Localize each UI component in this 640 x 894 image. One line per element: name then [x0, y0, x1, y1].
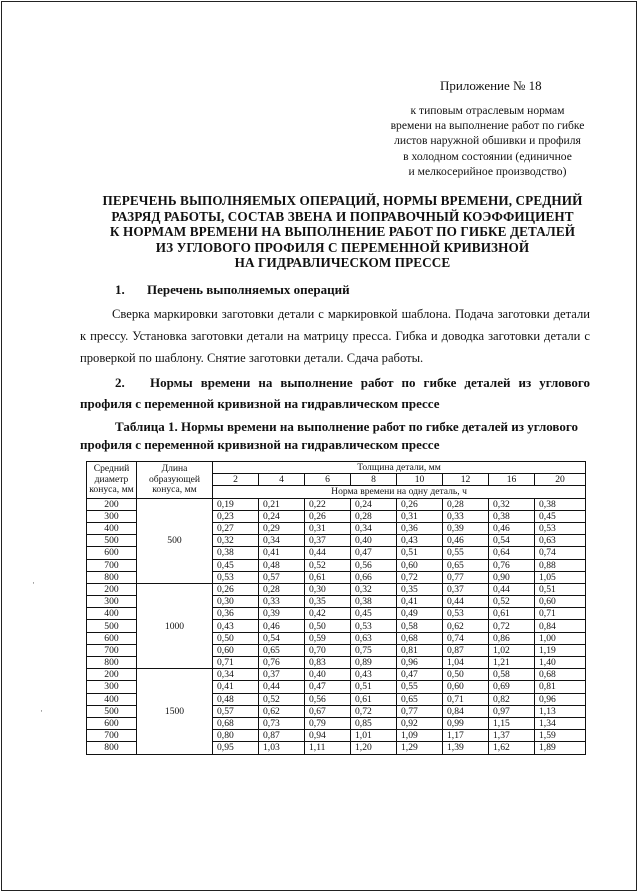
norm-value-cell: 0,83	[305, 657, 351, 669]
norm-value-cell: 0,34	[213, 669, 259, 681]
section-2-title: Нормы времени на выполнение работ по гибке деталей из углового профиля с переменной кривизной на гидравлическом прессе	[80, 375, 590, 411]
norm-value-cell: 0,51	[535, 583, 586, 595]
norm-value-cell: 0,71	[535, 608, 586, 620]
table-row	[87, 583, 586, 595]
norm-value-cell: 0,95	[213, 742, 259, 754]
norm-value-cell: 0,77	[397, 705, 443, 717]
norm-value-cell: 0,60	[443, 681, 489, 693]
norm-value-cell: 0,43	[397, 535, 443, 547]
norm-value-cell: 0,30	[213, 596, 259, 608]
diameter-cell: 500	[87, 705, 137, 717]
norm-value-cell: 0,47	[351, 547, 397, 559]
norm-value-cell: 0,53	[213, 571, 259, 583]
norm-value-cell: 0,36	[397, 522, 443, 534]
norm-value-cell: 0,41	[259, 547, 305, 559]
norm-value-cell: 1,34	[535, 717, 586, 729]
thickness-cell: 6	[305, 474, 351, 486]
norm-value-cell: 0,40	[351, 535, 397, 547]
diameter-cell: 700	[87, 730, 137, 742]
section-1-heading	[115, 281, 350, 299]
norm-value-cell: 0,21	[259, 498, 305, 510]
norm-value-cell: 1,11	[305, 742, 351, 754]
norm-value-cell: 0,86	[489, 632, 535, 644]
table-row	[87, 669, 586, 681]
norm-value-cell: 0,35	[305, 596, 351, 608]
norm-value-cell: 1,15	[489, 717, 535, 729]
header-norm: Норма времени на одну деталь, ч	[213, 486, 586, 498]
norm-value-cell: 0,81	[397, 644, 443, 656]
norm-value-cell: 0,73	[259, 717, 305, 729]
norm-value-cell: 0,37	[259, 669, 305, 681]
norm-value-cell: 0,42	[305, 608, 351, 620]
norm-value-cell: 0,88	[535, 559, 586, 571]
norm-value-cell: 0,60	[397, 559, 443, 571]
norm-value-cell: 0,84	[535, 620, 586, 632]
norm-value-cell: 0,97	[489, 705, 535, 717]
norm-value-cell: 0,82	[489, 693, 535, 705]
norm-value-cell: 0,43	[213, 620, 259, 632]
norm-value-cell: 0,59	[305, 632, 351, 644]
norm-value-cell: 0,60	[213, 644, 259, 656]
diameter-cell: 400	[87, 608, 137, 620]
norm-value-cell: 0,68	[397, 632, 443, 644]
appendix-reference	[360, 103, 615, 179]
norm-value-cell: 0,68	[535, 669, 586, 681]
section-1-text: Сверка маркировки заготовки детали с маркировкой шаблона. Подача заготовки детали к прессу. Установка заготовки детали на матрицу пресса. Гибка и доводка заготовки детали с проверкой по шаблону. Снятие заготовки детали. Сдача работы.	[80, 307, 590, 365]
norm-value-cell: 0,92	[397, 717, 443, 729]
norm-value-cell: 0,34	[351, 522, 397, 534]
norm-value-cell: 0,61	[489, 608, 535, 620]
norm-value-cell: 0,66	[351, 571, 397, 583]
norm-value-cell: 1,37	[489, 730, 535, 742]
norm-value-cell: 0,72	[489, 620, 535, 632]
norm-value-cell: 0,63	[535, 535, 586, 547]
title-line: РАЗРЯД РАБОТЫ, СОСТАВ ЗВЕНА И ПОПРАВОЧНЫЙ КОЭФФИЦИЕНТ	[111, 208, 574, 224]
title-line: ПЕРЕЧЕНЬ ВЫПОЛНЯЕМЫХ ОПЕРАЦИЙ, НОРМЫ ВРЕМЕНИ, СРЕДНИЙ	[102, 193, 583, 208]
norm-value-cell: 0,24	[351, 498, 397, 510]
norm-value-cell: 0,28	[351, 510, 397, 522]
norm-value-cell: 0,53	[443, 608, 489, 620]
norm-value-cell: 0,65	[443, 559, 489, 571]
norm-value-cell: 1,20	[351, 742, 397, 754]
norm-value-cell: 0,24	[259, 510, 305, 522]
diameter-cell: 600	[87, 547, 137, 559]
title-line: К НОРМАМ ВРЕМЕНИ НА ВЫПОЛНЕНИЕ РАБОТ ПО ГИБКЕ ДЕТАЛЕЙ	[109, 224, 576, 239]
norms-table	[86, 461, 586, 755]
norm-value-cell: 0,36	[213, 608, 259, 620]
norm-value-cell: 0,37	[305, 535, 351, 547]
norm-value-cell: 0,46	[259, 620, 305, 632]
norm-value-cell: 0,71	[443, 693, 489, 705]
norm-value-cell: 0,33	[259, 596, 305, 608]
norm-value-cell: 0,53	[535, 522, 586, 534]
norm-value-cell: 0,96	[535, 693, 586, 705]
norm-value-cell: 0,30	[305, 583, 351, 595]
length-cell: 1000	[137, 583, 213, 668]
norm-value-cell: 0,74	[535, 547, 586, 559]
norm-value-cell: 0,89	[351, 657, 397, 669]
norm-value-cell: 0,19	[213, 498, 259, 510]
norm-value-cell: 0,55	[443, 547, 489, 559]
norm-value-cell: 0,23	[213, 510, 259, 522]
norm-value-cell: 0,61	[351, 693, 397, 705]
norm-value-cell: 0,31	[305, 522, 351, 534]
norm-value-cell: 0,46	[443, 535, 489, 547]
norm-value-cell: 0,38	[351, 596, 397, 608]
norm-value-cell: 0,54	[259, 632, 305, 644]
norm-value-cell: 0,41	[213, 681, 259, 693]
diameter-cell: 400	[87, 522, 137, 534]
norm-value-cell: 0,61	[305, 571, 351, 583]
diameter-cell: 500	[87, 535, 137, 547]
margin-dot: ·	[40, 706, 43, 716]
norm-value-cell: 0,44	[443, 596, 489, 608]
appendix-ref-line: и мелкосерийное производство)	[408, 164, 567, 178]
section-2-number: 2.	[115, 375, 125, 390]
norm-value-cell: 0,32	[351, 583, 397, 595]
norm-value-cell: 1,59	[535, 730, 586, 742]
norm-value-cell: 0,52	[489, 596, 535, 608]
norm-value-cell: 0,52	[305, 559, 351, 571]
diameter-cell: 400	[87, 693, 137, 705]
norm-value-cell: 0,53	[351, 620, 397, 632]
norm-value-cell: 0,80	[213, 730, 259, 742]
diameter-cell: 500	[87, 620, 137, 632]
norm-value-cell: 0,32	[213, 535, 259, 547]
norm-value-cell: 0,37	[443, 583, 489, 595]
norm-value-cell: 0,62	[259, 705, 305, 717]
length-cell: 1500	[137, 669, 213, 754]
thickness-cell: 12	[443, 474, 489, 486]
norm-value-cell: 1,00	[535, 632, 586, 644]
norm-value-cell: 0,57	[259, 571, 305, 583]
diameter-cell: 800	[87, 571, 137, 583]
norm-value-cell: 0,38	[535, 498, 586, 510]
norm-value-cell: 0,72	[351, 705, 397, 717]
section-1-number: 1.	[115, 282, 125, 297]
thickness-cell: 8	[351, 474, 397, 486]
norm-value-cell: 0,51	[397, 547, 443, 559]
norm-value-cell: 0,50	[305, 620, 351, 632]
norm-value-cell: 0,44	[489, 583, 535, 595]
norm-value-cell: 0,44	[305, 547, 351, 559]
norm-value-cell: 1,17	[443, 730, 489, 742]
norm-value-cell: 0,67	[305, 705, 351, 717]
norm-value-cell: 0,56	[351, 559, 397, 571]
norm-value-cell: 0,65	[259, 644, 305, 656]
thickness-cell: 16	[489, 474, 535, 486]
norm-value-cell: 0,45	[213, 559, 259, 571]
norm-value-cell: 0,39	[443, 522, 489, 534]
norm-value-cell: 0,26	[305, 510, 351, 522]
appendix-ref-line: листов наружной обшивки и профиля	[394, 134, 581, 148]
norm-value-cell: 0,85	[351, 717, 397, 729]
margin-dot: ·	[32, 578, 35, 588]
norm-value-cell: 0,40	[305, 669, 351, 681]
norm-value-cell: 0,43	[351, 669, 397, 681]
diameter-cell: 600	[87, 717, 137, 729]
norm-value-cell: 0,50	[213, 632, 259, 644]
norm-value-cell: 0,44	[259, 681, 305, 693]
header-thickness: Толщина детали, мм	[213, 462, 586, 474]
norm-value-cell: 0,79	[305, 717, 351, 729]
norm-value-cell: 0,52	[259, 693, 305, 705]
norm-value-cell: 0,34	[259, 535, 305, 547]
norm-value-cell: 0,26	[213, 583, 259, 595]
norm-value-cell: 1,02	[489, 644, 535, 656]
norm-value-cell: 0,94	[305, 730, 351, 742]
norm-value-cell: 0,75	[351, 644, 397, 656]
norm-value-cell: 0,45	[535, 510, 586, 522]
norm-value-cell: 0,58	[397, 620, 443, 632]
norm-value-cell: 0,27	[213, 522, 259, 534]
norm-value-cell: 0,60	[535, 596, 586, 608]
norm-value-cell: 0,38	[213, 547, 259, 559]
norm-value-cell: 1,04	[443, 657, 489, 669]
norm-value-cell: 0,68	[213, 717, 259, 729]
norm-value-cell: 0,76	[489, 559, 535, 571]
title-line: ИЗ УГЛОВОГО ПРОФИЛЯ С ПЕРЕМЕННОЙ КРИВИЗНОЙ	[155, 239, 530, 255]
norm-value-cell: 0,70	[305, 644, 351, 656]
norm-value-cell: 0,28	[443, 498, 489, 510]
norm-value-cell: 0,39	[259, 608, 305, 620]
norm-value-cell: 0,48	[213, 693, 259, 705]
norm-value-cell: 1,05	[535, 571, 586, 583]
norm-value-cell: 0,47	[397, 669, 443, 681]
norm-value-cell: 0,55	[397, 681, 443, 693]
norm-value-cell: 1,09	[397, 730, 443, 742]
thickness-cell: 10	[397, 474, 443, 486]
norm-value-cell: 1,03	[259, 742, 305, 754]
norm-value-cell: 1,29	[397, 742, 443, 754]
norm-value-cell: 1,19	[535, 644, 586, 656]
appendix-ref-line: времени на выполнение работ по гибке	[390, 119, 585, 133]
table-header	[87, 462, 586, 499]
diameter-cell: 600	[87, 632, 137, 644]
norm-value-cell: 0,35	[397, 583, 443, 595]
norm-value-cell: 1,21	[489, 657, 535, 669]
norm-value-cell: 0,54	[489, 535, 535, 547]
thickness-cell: 2	[213, 474, 259, 486]
norm-value-cell: 0,69	[489, 681, 535, 693]
section-2-heading	[80, 372, 590, 414]
norm-value-cell: 0,38	[489, 510, 535, 522]
norm-value-cell: 0,29	[259, 522, 305, 534]
norm-value-cell: 1,62	[489, 742, 535, 754]
norm-value-cell: 1,89	[535, 742, 586, 754]
norm-value-cell: 0,65	[397, 693, 443, 705]
table-body	[87, 498, 586, 754]
norm-value-cell: 0,62	[443, 620, 489, 632]
norm-value-cell: 1,40	[535, 657, 586, 669]
norm-value-cell: 0,58	[489, 669, 535, 681]
diameter-cell: 700	[87, 644, 137, 656]
norm-value-cell: 0,74	[443, 632, 489, 644]
norm-value-cell: 0,72	[397, 571, 443, 583]
norm-value-cell: 0,48	[259, 559, 305, 571]
header-diameter: Средний диаметр конуса, мм	[87, 462, 137, 499]
diameter-cell: 200	[87, 583, 137, 595]
norm-value-cell: 0,46	[489, 522, 535, 534]
diameter-cell: 800	[87, 742, 137, 754]
norm-value-cell: 0,32	[489, 498, 535, 510]
norm-value-cell: 0,64	[489, 547, 535, 559]
norm-value-cell: 0,31	[397, 510, 443, 522]
appendix-ref-line: к типовым отраслевым нормам	[410, 104, 565, 117]
norm-value-cell: 0,57	[213, 705, 259, 717]
norm-value-cell: 0,47	[305, 681, 351, 693]
title-line: НА ГИДРАВЛИЧЕСКОМ ПРЕССЕ	[234, 255, 451, 270]
norm-value-cell: 0,56	[305, 693, 351, 705]
appendix-ref-line: в холодном состоянии (единичное	[403, 149, 572, 163]
norm-value-cell: 0,87	[259, 730, 305, 742]
norm-value-cell: 0,71	[213, 657, 259, 669]
norm-value-cell: 1,39	[443, 742, 489, 754]
document-title	[80, 193, 605, 271]
norm-value-cell: 0,76	[259, 657, 305, 669]
diameter-cell: 200	[87, 669, 137, 681]
diameter-cell: 300	[87, 596, 137, 608]
norm-value-cell: 0,87	[443, 644, 489, 656]
norm-value-cell: 0,90	[489, 571, 535, 583]
norm-value-cell: 0,51	[351, 681, 397, 693]
norm-value-cell: 0,26	[397, 498, 443, 510]
diameter-cell: 300	[87, 510, 137, 522]
norm-value-cell: 0,22	[305, 498, 351, 510]
norm-value-cell: 0,99	[443, 717, 489, 729]
norm-value-cell: 0,41	[397, 596, 443, 608]
thickness-cell: 20	[535, 474, 586, 486]
norm-value-cell: 0,49	[397, 608, 443, 620]
thickness-cell: 4	[259, 474, 305, 486]
diameter-cell: 700	[87, 559, 137, 571]
norm-value-cell: 1,01	[351, 730, 397, 742]
diameter-cell: 200	[87, 498, 137, 510]
diameter-cell: 800	[87, 657, 137, 669]
norm-value-cell: 0,81	[535, 681, 586, 693]
norm-value-cell: 0,77	[443, 571, 489, 583]
appendix-number: Приложение № 18	[440, 78, 542, 93]
norm-value-cell: 0,33	[443, 510, 489, 522]
norm-value-cell: 0,96	[397, 657, 443, 669]
norm-value-cell: 1,13	[535, 705, 586, 717]
norm-value-cell: 0,28	[259, 583, 305, 595]
header-length: Длина образующей конуса, мм	[137, 462, 213, 499]
norm-value-cell: 0,45	[351, 608, 397, 620]
table-caption: Таблица 1. Нормы времени на выполнение работ по гибке деталей из углового профиля с переменной кривизной на гидравлическом прессе	[80, 419, 578, 452]
norm-value-cell: 0,63	[351, 632, 397, 644]
length-cell: 500	[137, 498, 213, 583]
diameter-cell: 300	[87, 681, 137, 693]
section-1-title: Перечень выполняемых операций	[147, 282, 350, 297]
table-row	[87, 498, 586, 510]
norm-value-cell: 0,84	[443, 705, 489, 717]
norm-value-cell: 0,50	[443, 669, 489, 681]
